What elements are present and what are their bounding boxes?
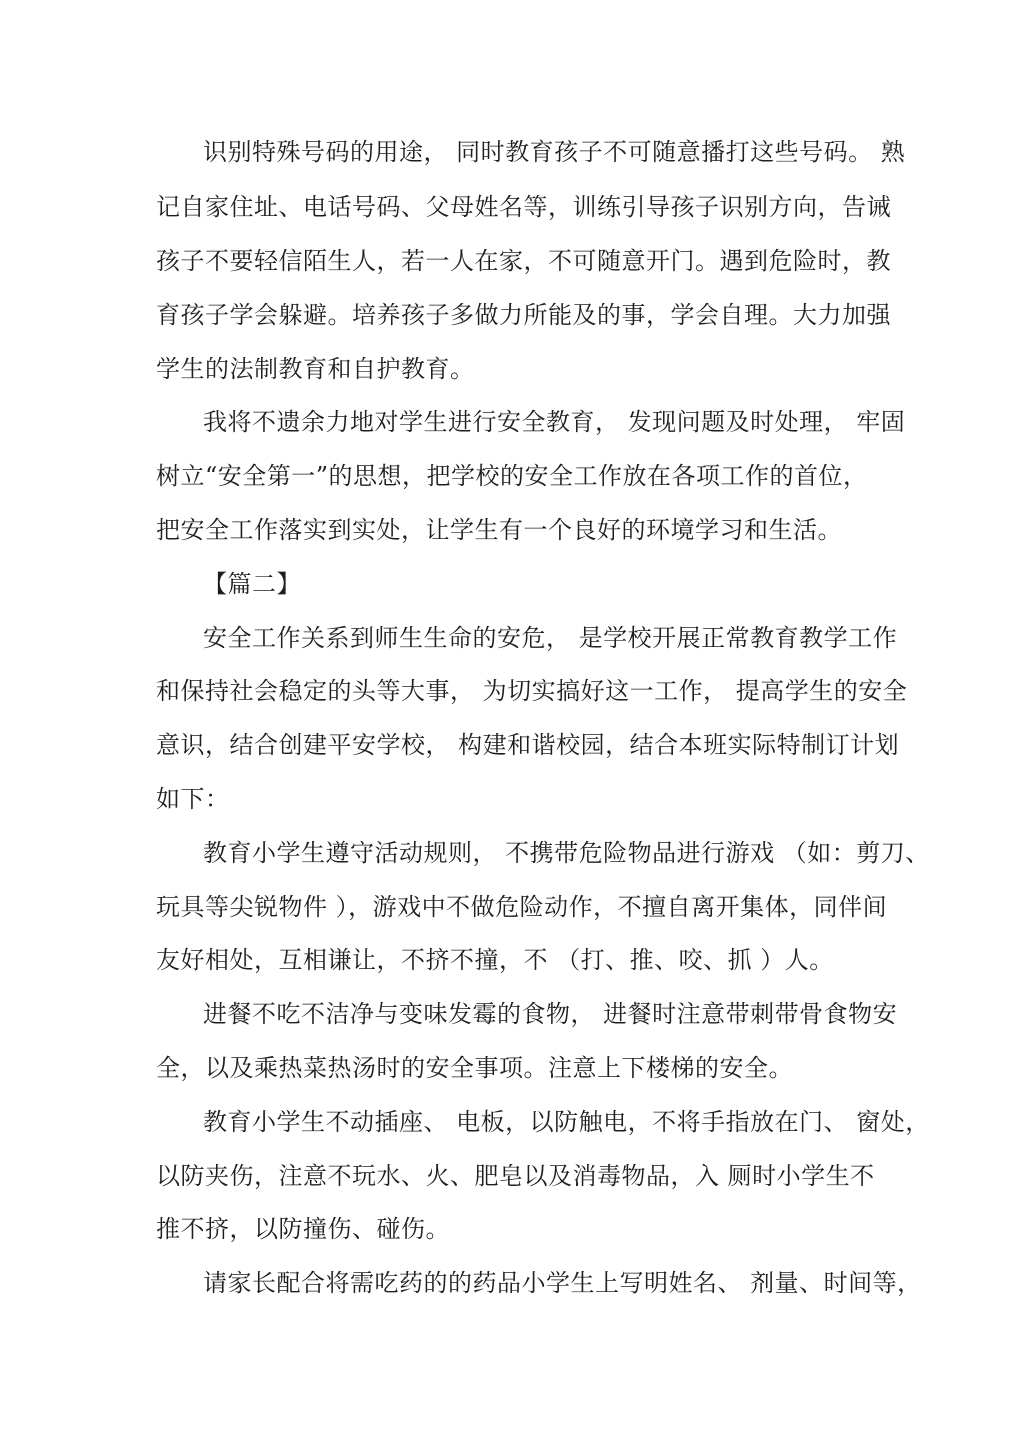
text-line: 树立“安全第一”的思想，把学校的安全工作放在各项工作的首位， <box>156 462 868 490</box>
text-line: 全，以及乘热菜热汤时的安全事项。注意上下楼梯的安全。 <box>156 1054 793 1082</box>
text-line: 以防夹伤，注意不玩水、火、肥皂以及消毒物品，入 厕时小学生不 <box>156 1162 875 1190</box>
text-line: 育孩子学会躲避。培养孩子多做力所能及的事，学会自理。大力加强 <box>156 301 891 329</box>
text-line: 孩子不要轻信陌生人，若一人在家，不可随意开门。遇到危险时，教 <box>156 247 891 275</box>
text-line: 记自家住址、电话号码、父母姓名等，训练引导孩子识别方向，告诫 <box>156 193 891 221</box>
text-line: 意识，结合创建平安学校， 构建和谐校园，结合本班实际特制订计划 <box>156 731 900 759</box>
text-line: 我将不遗余力地对学生进行安全教育， 发现问题及时处理， 牢固 <box>203 408 906 436</box>
text-line: 和保持社会稳定的头等大事， 为切实搞好这一工作， 提高学生的安全 <box>156 677 908 705</box>
text-line: 进餐不吃不洁净与变味发霉的食物， 进餐时注意带刺带骨食物安 <box>203 1000 898 1028</box>
text-line: 请家长配合将需吃药的的药品小学生上写明姓名、 剂量、时间等， <box>203 1269 922 1297</box>
text-line: 推不挤，以防撞伤、碰伤。 <box>156 1215 450 1243</box>
text-line: 学生的法制教育和自护教育。 <box>156 355 475 383</box>
text-line: 如下： <box>156 785 230 813</box>
text-line: 安全工作关系到师生生命的安危， 是学校开展正常教育教学工作 <box>203 624 898 652</box>
text-line: 把安全工作落实到实处，让学生有一个良好的环境学习和生活。 <box>156 516 842 544</box>
section-heading: 【篇二】 <box>203 570 301 598</box>
text-line: 教育小学生遵守活动规则， 不携带危险物品进行游戏 （如：剪刀、 <box>203 839 930 867</box>
text-line: 友好相处，互相谦让，不挤不撞，不 （打、推、咬、抓 ）人。 <box>156 946 834 974</box>
text-line: 识别特殊号码的用途， 同时教育孩子不可随意播打这些号码。 熟 <box>203 138 906 166</box>
text-line: 教育小学生不动插座、 电板，以防触电，不将手指放在门、 窗处， <box>203 1108 930 1136</box>
text-line: 玩具等尖锐物件 ），游戏中不做危险动作，不擅自离开集体，同伴间 <box>156 893 888 921</box>
